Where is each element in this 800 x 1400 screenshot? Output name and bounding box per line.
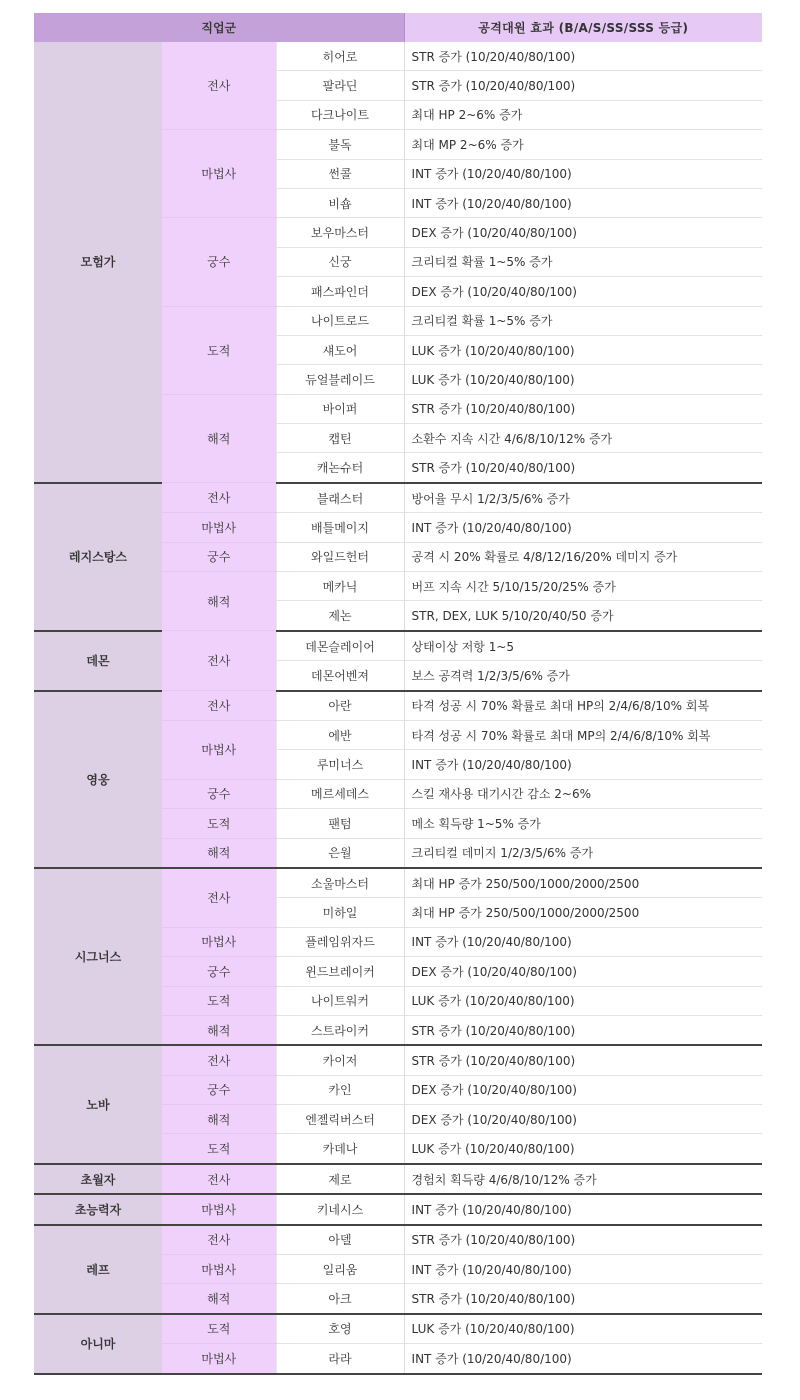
raid-effect-cell: STR 증가 (10/20/40/80/100) [404,394,762,423]
raid-effect-cell: STR 증가 (10/20/40/80/100) [404,42,762,71]
raid-effect-cell: 경험치 획득량 4/6/8/10/12% 증가 [404,1164,762,1194]
raid-effect-cell: INT 증가 (10/20/40/80/100) [404,927,762,956]
raid-effect-cell: LUK 증가 (10/20/40/80/100) [404,1134,762,1164]
job-name-cell: 아크 [276,1284,404,1314]
raid-effect-cell: DEX 증가 (10/20/40/80/100) [404,277,762,306]
class-type-cell: 해적 [162,394,276,483]
job-name-cell: 루미너스 [276,750,404,779]
job-name-cell: 패스파인더 [276,277,404,306]
raid-effect-cell: 공격 시 20% 확률로 4/8/12/16/20% 데미지 증가 [404,542,762,571]
raid-effect-cell: STR 증가 (10/20/40/80/100) [404,1225,762,1255]
class-type-cell: 해적 [162,572,276,631]
raid-effect-cell: 보스 공격력 1/2/3/5/6% 증가 [404,661,762,691]
job-name-cell: 불독 [276,130,404,159]
header-raid-effect: 공격대원 효과 (B/A/S/SS/SSS 등급) [404,13,762,42]
job-name-cell: 데몬어벤져 [276,661,404,691]
class-type-cell: 해적 [162,1284,276,1314]
raid-effect-cell: LUK 증가 (10/20/40/80/100) [404,335,762,364]
job-name-cell: 아란 [276,691,404,721]
job-name-cell: 제로 [276,1164,404,1194]
job-name-cell: 카인 [276,1075,404,1104]
class-type-cell: 궁수 [162,218,276,306]
job-name-cell: 플레임위자드 [276,927,404,956]
class-type-cell: 전사 [162,691,276,721]
raid-effect-cell: 방어율 무시 1/2/3/5/6% 증가 [404,483,762,513]
job-name-cell: 팔라딘 [276,71,404,100]
raid-effect-cell: INT 증가 (10/20/40/80/100) [404,1255,762,1284]
job-name-cell: 소울마스터 [276,868,404,898]
job-name-cell: 데몬슬레이어 [276,631,404,661]
table-header-row [34,13,762,42]
raid-effect-cell: STR 증가 (10/20/40/80/100) [404,453,762,483]
class-type-cell: 전사 [162,483,276,513]
raid-effect-cell: STR, DEX, LUK 5/10/20/40/50 증가 [404,601,762,631]
job-name-cell: 에반 [276,720,404,749]
raid-effect-cell: 상태이상 저항 1~5 [404,631,762,661]
job-name-cell: 엔젤릭버스터 [276,1105,404,1134]
class-type-cell: 마법사 [162,1255,276,1284]
raid-effect-cell: DEX 증가 (10/20/40/80/100) [404,1075,762,1104]
header-class-group: 직업군 [34,13,404,42]
raid-effect-cell: STR 증가 (10/20/40/80/100) [404,1284,762,1314]
class-type-cell: 해적 [162,838,276,868]
class-type-cell: 전사 [162,631,276,691]
raid-effect-cell: 크리티컬 확률 1~5% 증가 [404,247,762,276]
class-type-cell: 전사 [162,1164,276,1194]
class-effect-table-container [34,13,762,1375]
job-name-cell: 은월 [276,838,404,868]
table-row [34,631,762,661]
raid-effect-cell: 최대 HP 증가 250/500/1000/2000/2500 [404,868,762,898]
class-group-cell: 시그너스 [34,868,162,1045]
job-name-cell: 메카닉 [276,572,404,601]
class-type-cell: 도적 [162,1134,276,1164]
class-type-cell: 전사 [162,868,276,927]
job-name-cell: 배틀메이지 [276,513,404,542]
raid-effect-cell: INT 증가 (10/20/40/80/100) [404,1344,762,1374]
raid-effect-cell: INT 증가 (10/20/40/80/100) [404,1194,762,1224]
raid-effect-cell: 메소 획득량 1~5% 증가 [404,809,762,838]
table-row [34,483,762,513]
job-name-cell: 제논 [276,601,404,631]
class-type-cell: 해적 [162,1015,276,1045]
raid-effect-cell: DEX 증가 (10/20/40/80/100) [404,218,762,247]
job-name-cell: 다크나이트 [276,100,404,129]
raid-effect-cell: STR 증가 (10/20/40/80/100) [404,71,762,100]
raid-effect-cell: 버프 지속 시간 5/10/15/20/25% 증가 [404,572,762,601]
raid-effect-cell: 스킬 재사용 대기시간 감소 2~6% [404,779,762,808]
class-group-cell: 노바 [34,1045,162,1164]
job-name-cell: 윈드브레이커 [276,957,404,986]
table-row [34,1164,762,1194]
class-type-cell: 도적 [162,1314,276,1344]
job-name-cell: 나이트워커 [276,986,404,1015]
class-type-cell: 궁수 [162,542,276,571]
class-group-cell: 아니마 [34,1314,162,1374]
table-row [34,1314,762,1344]
job-name-cell: 스트라이커 [276,1015,404,1045]
job-name-cell: 카이저 [276,1045,404,1075]
table-row [34,42,762,71]
raid-effect-cell: 최대 HP 증가 250/500/1000/2000/2500 [404,898,762,927]
job-name-cell: 신궁 [276,247,404,276]
job-name-cell: 섀도어 [276,335,404,364]
class-group-cell: 레지스탕스 [34,483,162,631]
job-name-cell: 비숍 [276,188,404,217]
table-row [34,1194,762,1224]
class-type-cell: 마법사 [162,927,276,956]
class-group-cell: 데몬 [34,631,162,691]
job-name-cell: 듀얼블레이드 [276,365,404,394]
raid-effect-cell: 최대 MP 2~6% 증가 [404,130,762,159]
class-type-cell: 전사 [162,1045,276,1075]
raid-effect-cell: 최대 HP 2~6% 증가 [404,100,762,129]
job-name-cell: 아델 [276,1225,404,1255]
class-group-cell: 모험가 [34,42,162,483]
job-name-cell: 바이퍼 [276,394,404,423]
job-name-cell: 블래스터 [276,483,404,513]
class-type-cell: 마법사 [162,1194,276,1224]
raid-effect-cell: INT 증가 (10/20/40/80/100) [404,188,762,217]
class-group-cell: 초능력자 [34,1194,162,1224]
class-group-cell: 초월자 [34,1164,162,1194]
class-group-cell: 영웅 [34,691,162,868]
class-type-cell: 궁수 [162,779,276,808]
raid-effect-cell: LUK 증가 (10/20/40/80/100) [404,986,762,1015]
job-name-cell: 호영 [276,1314,404,1344]
job-name-cell: 와일드헌터 [276,542,404,571]
job-name-cell: 라라 [276,1344,404,1374]
raid-effect-cell: 크리티컬 데미지 1/2/3/5/6% 증가 [404,838,762,868]
raid-effect-cell: STR 증가 (10/20/40/80/100) [404,1045,762,1075]
class-type-cell: 궁수 [162,957,276,986]
table-row [34,691,762,721]
class-group-cell: 레프 [34,1225,162,1314]
raid-effect-cell: 크리티컬 확률 1~5% 증가 [404,306,762,335]
job-name-cell: 히어로 [276,42,404,71]
raid-effect-cell: 소환수 지속 시간 4/6/8/10/12% 증가 [404,424,762,453]
job-name-cell: 캐논슈터 [276,453,404,483]
class-type-cell: 도적 [162,809,276,838]
class-type-cell: 마법사 [162,513,276,542]
table-row [34,868,762,898]
raid-effect-cell: LUK 증가 (10/20/40/80/100) [404,1314,762,1344]
job-name-cell: 나이트로드 [276,306,404,335]
table-row [34,1225,762,1255]
class-effect-table [34,13,762,1375]
job-name-cell: 보우마스터 [276,218,404,247]
raid-effect-cell: DEX 증가 (10/20/40/80/100) [404,1105,762,1134]
table-row [34,1045,762,1075]
table-body [34,42,762,1374]
raid-effect-cell: 타격 성공 시 70% 확률로 최대 HP의 2/4/6/8/10% 회복 [404,691,762,721]
raid-effect-cell: INT 증가 (10/20/40/80/100) [404,750,762,779]
class-type-cell: 전사 [162,42,276,130]
class-type-cell: 도적 [162,986,276,1015]
class-type-cell: 마법사 [162,720,276,779]
raid-effect-cell: INT 증가 (10/20/40/80/100) [404,513,762,542]
class-type-cell: 궁수 [162,1075,276,1104]
raid-effect-cell: INT 증가 (10/20/40/80/100) [404,159,762,188]
class-type-cell: 마법사 [162,130,276,218]
job-name-cell: 팬텀 [276,809,404,838]
class-type-cell: 해적 [162,1105,276,1134]
raid-effect-cell: LUK 증가 (10/20/40/80/100) [404,365,762,394]
class-type-cell: 마법사 [162,1344,276,1374]
raid-effect-cell: 타격 성공 시 70% 확률로 최대 MP의 2/4/6/8/10% 회복 [404,720,762,749]
raid-effect-cell: DEX 증가 (10/20/40/80/100) [404,957,762,986]
job-name-cell: 미하일 [276,898,404,927]
raid-effect-cell: STR 증가 (10/20/40/80/100) [404,1015,762,1045]
job-name-cell: 캡틴 [276,424,404,453]
job-name-cell: 키네시스 [276,1194,404,1224]
job-name-cell: 메르세데스 [276,779,404,808]
job-name-cell: 일리움 [276,1255,404,1284]
job-name-cell: 썬콜 [276,159,404,188]
class-type-cell: 도적 [162,306,276,394]
job-name-cell: 카데나 [276,1134,404,1164]
class-type-cell: 전사 [162,1225,276,1255]
